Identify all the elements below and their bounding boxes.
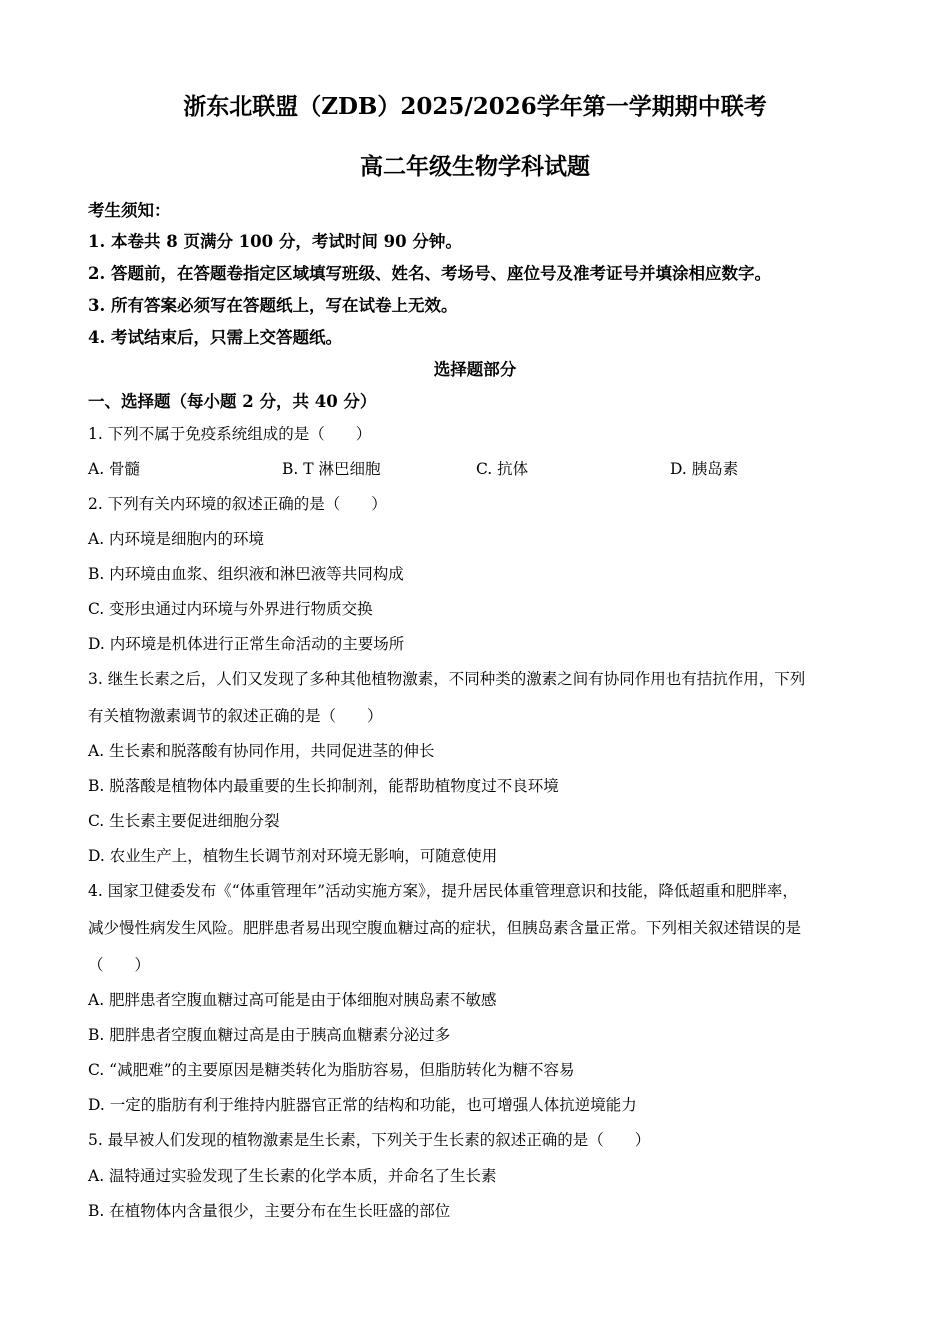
question-stem: 5. 最早被人们发现的植物激素是生长素，下列关于生长素的叙述正确的是（ ）	[88, 1131, 651, 1149]
question-stem: 3. 继生长素之后，人们又发现了多种其他植物激素，不同种类的激素之间有协同作用也有拮抗作用，下列	[88, 670, 806, 688]
notice-item: 4. 考试结束后，只需上交答题纸。	[88, 328, 342, 347]
option-a: A. 温特通过实验发现了生长素的化学本质，并命名了生长素	[88, 1167, 497, 1185]
exam-title: 浙东北联盟（ZDB）2025/2026学年第一学期期中联考	[183, 93, 767, 120]
part-title: 选择题部分	[433, 360, 517, 379]
option-a: A. 肥胖患者空腹血糖过高可能是由于体细胞对胰岛素不敏感	[88, 991, 497, 1009]
exam-subtitle: 高二年级生物学科试题	[360, 153, 590, 180]
notice-item: 1. 本卷共 8 页满分 100 分，考试时间 90 分钟。	[88, 232, 462, 251]
option-d: D. 内环境是机体进行正常生命活动的主要场所	[88, 635, 405, 653]
option-b: B. T 淋巴细胞	[282, 460, 381, 478]
option-a: A. 骨髓	[88, 460, 141, 478]
section-heading: 一、选择题（每小题 2 分，共 40 分）	[88, 392, 377, 411]
notice-heading: 考生须知：	[88, 201, 171, 220]
option-b: B. 脱落酸是植物体内最重要的生长抑制剂，能帮助植物度过不良环境	[88, 777, 559, 795]
question-answer-paren: （ ）	[88, 956, 151, 974]
notice-item: 2. 答题前，在答题卷指定区域填写班级、姓名、考场号、座位号及准考证号并填涂相应数字。	[88, 264, 771, 283]
option-a: A. 内环境是细胞内的环境	[88, 530, 265, 548]
question-stem: 2. 下列有关内环境的叙述正确的是（ ）	[88, 495, 387, 513]
option-b: B. 内环境由血浆、组织液和淋巴液等共同构成	[88, 565, 404, 583]
notice-item: 3. 所有答案必须写在答题纸上，写在试卷上无效。	[88, 296, 458, 315]
option-c: C. “减肥难”的主要原因是糖类转化为脂肪容易，但脂肪转化为糖不容易	[88, 1061, 575, 1079]
question-stem-continued: 减少慢性病发生风险。肥胖患者易出现空腹血糖过高的症状，但胰岛素含量正常。下列相关叙述错误的是	[88, 919, 802, 937]
option-b: B. 肥胖患者空腹血糖过高是由于胰高血糖素分泌过多	[88, 1026, 451, 1044]
option-d: D. 胰岛素	[670, 460, 739, 478]
option-a: A. 生长素和脱落酸有协同作用，共同促进茎的伸长	[88, 742, 435, 760]
question-stem: 1. 下列不属于免疫系统组成的是（ ）	[88, 425, 372, 443]
option-d: D. 一定的脂肪有利于维持内脏器官正常的结构和功能，也可增强人体抗逆境能力	[88, 1096, 637, 1114]
question-stem-continued: 有关植物激素调节的叙述正确的是（ ）	[88, 707, 383, 725]
option-b: B. 在植物体内含量很少，主要分布在生长旺盛的部位	[88, 1202, 451, 1220]
option-c: C. 变形虫通过内环境与外界进行物质交换	[88, 600, 373, 618]
option-d: D. 农业生产上，植物生长调节剂对环境无影响，可随意使用	[88, 847, 498, 865]
question-stem: 4. 国家卫健委发布《“体重管理年”活动实施方案》，提升居民体重管理意识和技能，降低超重和肥胖率，	[88, 882, 798, 900]
option-c: C. 生长素主要促进细胞分裂	[88, 812, 280, 830]
option-c: C. 抗体	[476, 460, 529, 478]
